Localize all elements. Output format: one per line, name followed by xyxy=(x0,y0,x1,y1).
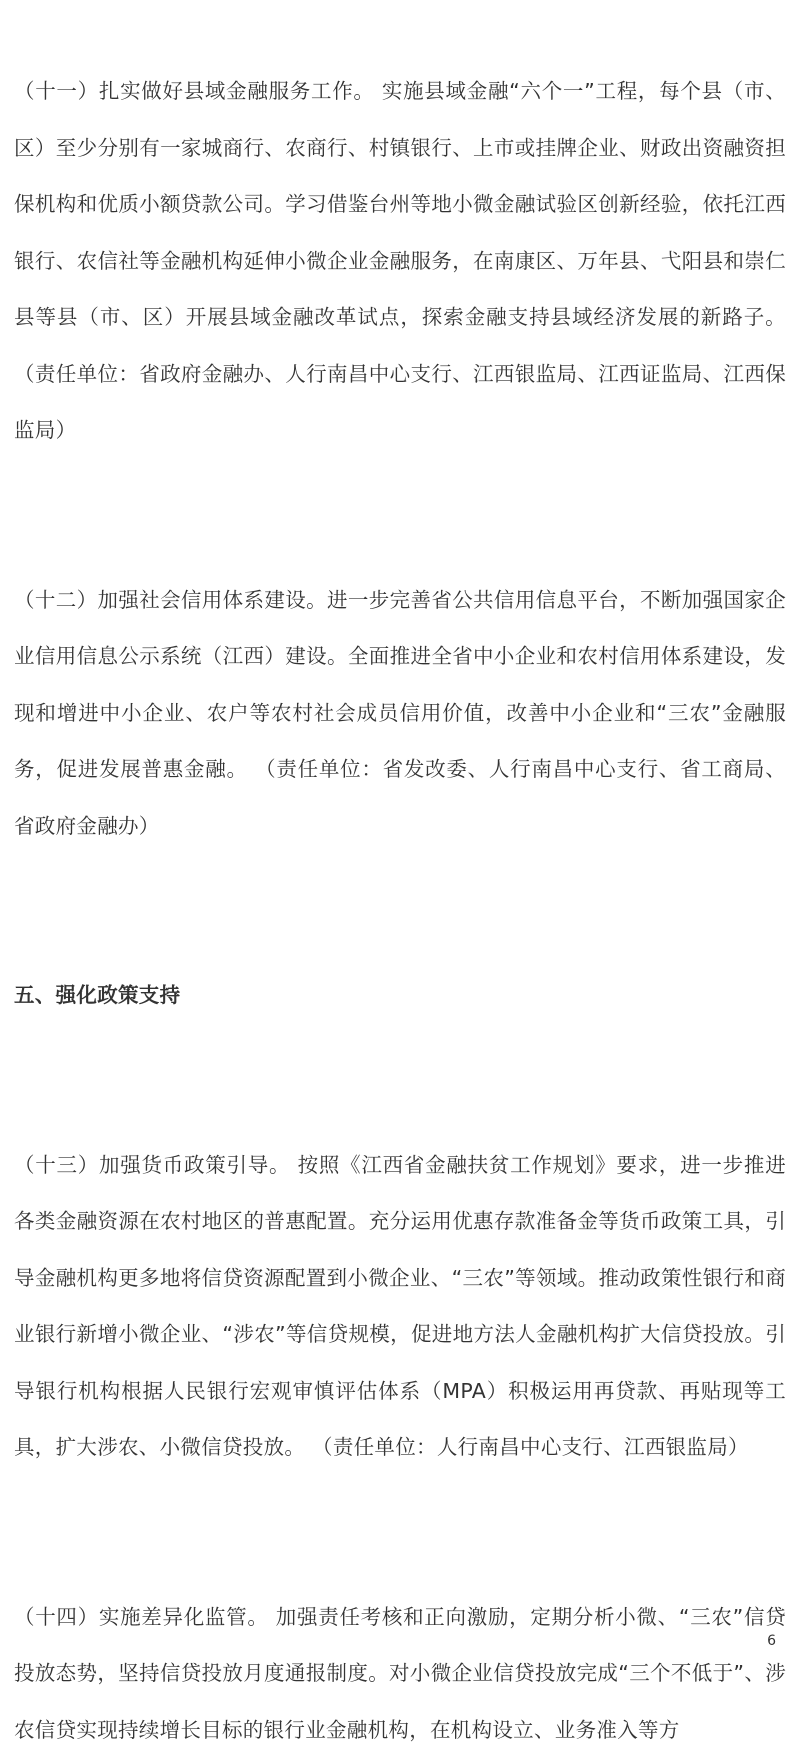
paragraph-12: （十二）加强社会信用体系建设。进一步完善省公共信用信息平台，不断加强国家企业信用信息公示系统（江西）建设。全面推进全省中小企业和农村信用体系建设，发现和增进中小企业、农户等农村社会成员信用价值，改善中小企业和“三农”金融服务，促进发展普惠金融。 （责任单位：省发改委、人行南昌中心支行、省工商局、省政府金融办） xyxy=(14,572,786,855)
paragraph-gap xyxy=(14,854,786,967)
paragraph-14: （十四）实施差异化监管。 加强责任考核和正向激励，定期分析小微、“三农”信贷投放态势，坚持信贷投放月度通报制度。对小微企业信贷投放完成“三个不低于”、涉农信贷实现持续增长目标的银行业金融机构，在机构设立、业务准入等方 xyxy=(14,1589,786,1758)
paragraph-gap xyxy=(14,1024,786,1137)
paragraph-11: （十一）扎实做好县域金融服务工作。 实施县域金融“六个一”工程，每个县（市、区）至少分别有一家城商行、农商行、村镇银行、上市或挂牌企业、财政出资融资担保机构和优质小额贷款公司。学习借鉴台州等地小微金融试验区创新经验，依托江西银行、农信社等金融机构延伸小微企业金融服务，在南康区、万年县、弋阳县和崇仁县等县（市、区）开展县域金融改革试点，探索金融支持县域经济发展的新路子。 （责任单位：省政府金融办、人行南昌中心支行、江西银监局、江西证监局、江西保监局） xyxy=(14,63,786,459)
document-page xyxy=(14,63,786,1758)
page-number: 6 xyxy=(767,1632,776,1650)
paragraph-13: （十三）加强货币政策引导。 按照《江西省金融扶贫工作规划》要求，进一步推进各类金融资源在农村地区的普惠配置。充分运用优惠存款准备金等货币政策工具，引导金融机构更多地将信贷资源配置到小微企业、“三农”等领域。推动政策性银行和商业银行新增小微企业、“涉农”等信贷规模，促进地方法人金融机构扩大信贷投放。引导银行机构根据人民银行宏观审慎评估体系（MPA）积极运用再贷款、再贴现等工具，扩大涉农、小微信贷投放。 （责任单位：人行南昌中心支行、江西银监局） xyxy=(14,1137,786,1476)
section-heading-5: 五、强化政策支持 xyxy=(14,967,786,1024)
paragraph-gap xyxy=(14,459,786,572)
paragraph-gap xyxy=(14,1476,786,1589)
